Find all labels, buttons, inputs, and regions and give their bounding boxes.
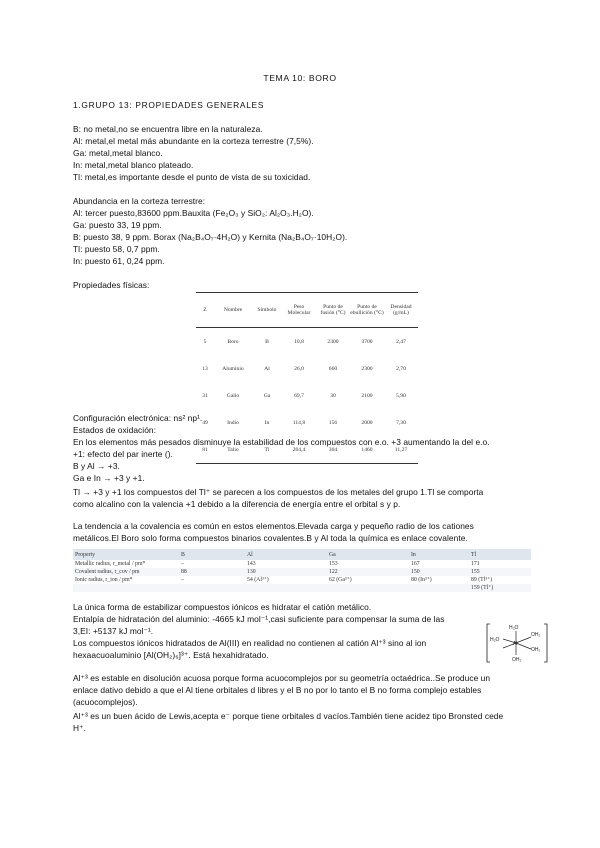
- covalency-line: metálicos.El Boro solo forma compuestos binarios covalentes.B y Al toda la química es enlace covalente.: [73, 533, 468, 543]
- ionic-line: 3,EI: +5137 kJ mol⁻¹.: [73, 626, 154, 636]
- table-header-row: [73, 549, 531, 560]
- table-cell: 159 (Tl⁺): [469, 584, 531, 592]
- table-row: [73, 560, 531, 568]
- abundance-line: Tl: puesto 58, 0,7 ppm.: [73, 244, 160, 254]
- header-cell: Símbolo: [252, 293, 282, 328]
- table-cell: 62 (Ga³⁺): [329, 577, 352, 583]
- table-cell: 153: [329, 561, 338, 567]
- table-cell: 10,8: [294, 338, 304, 345]
- ligand-label: OH₂: [531, 632, 541, 638]
- table-cell: 2100: [361, 392, 373, 399]
- ionic-line: La única forma de estabilizar compuestos iónicos es hidratar el catión metálico.: [73, 602, 372, 612]
- table-cell: [327, 584, 409, 592]
- config-line: +1: efecto del par inerte ().: [73, 449, 173, 459]
- table-cell: [179, 584, 245, 592]
- table-cell: Talio: [214, 436, 252, 464]
- table-cell: 80 (In³⁺): [411, 577, 432, 583]
- table-cell: 156: [328, 419, 338, 426]
- element-line-tl: Tl: metal,es importante desde el punto de vista de su toxicidad.: [73, 172, 311, 182]
- ionic-line: Entalpía de hidratación del aluminio: -4665 kJ mol⁻¹,casi suficiente para compensar la suma de las: [73, 614, 445, 624]
- table-cell: Covalent radius, r_cov / pm: [73, 568, 179, 576]
- header-cell: Z: [196, 293, 214, 328]
- final-line: H⁺.: [73, 723, 86, 733]
- table-cell: Aluminio: [222, 365, 244, 372]
- header-cell: Punto de ebullición (°C): [350, 293, 384, 328]
- table-cell: Al: [264, 365, 270, 372]
- config-line: Configuración electrónica: ns² np¹.: [73, 413, 203, 423]
- element-line-in: In: metal,metal blanco plateado.: [73, 160, 194, 170]
- header-cell: Ga: [327, 549, 409, 560]
- table-cell: 2,70: [396, 365, 406, 372]
- table-cell: [245, 584, 327, 592]
- properties-title: Propiedades físicas:: [73, 280, 150, 290]
- header-cell: Densidad (g/mL): [384, 293, 418, 328]
- config-line: como alcalino con la valencia +1 debido a la diferencia de energía entre el orbital s y p.: [73, 499, 401, 509]
- ligand-label: H₂O: [509, 625, 519, 631]
- table-header-row: [196, 293, 418, 328]
- header-cell: Al: [245, 549, 327, 560]
- config-line: En los elementos más pesados disminuye la estabilidad de los compuestos con e.o. +3 aumentando la del e.o.: [73, 437, 490, 447]
- table-cell: In: [264, 419, 270, 426]
- table-cell: 2300: [361, 365, 373, 372]
- table-cell: –: [181, 577, 184, 583]
- config-line: Estados de oxidación:: [73, 425, 156, 435]
- table-cell: 204,4: [282, 436, 316, 464]
- final-line: Al⁺³ es estable en disolución acuosa porque forma acuocomplejos por su geometría octaédrica..Se produce un: [73, 673, 491, 683]
- page-title: TEMA 10: BORO: [263, 73, 337, 83]
- table-cell: 660: [328, 365, 338, 372]
- table-cell: 88: [179, 568, 245, 576]
- table-cell: B: [265, 338, 269, 345]
- table-cell: 13: [202, 365, 208, 372]
- table-cell: Indio: [227, 419, 239, 426]
- table-cell: 54 (Al³⁺): [247, 577, 269, 583]
- table-row: [196, 382, 418, 409]
- abundance-line: B: puesto 38, 9 ppm. Borax (Na₂B₄O₇·4H₂O) y Kernita (Na₂B₄O₇·10H₂O).: [73, 232, 348, 242]
- table-cell: 49: [202, 419, 208, 426]
- header-cell: Nombre: [214, 293, 252, 328]
- final-line: enlace dativo debido a que el Al tiene orbitales d libres y el B no por lo tanto el B no forma complejo estables: [73, 685, 482, 695]
- radii-table: [73, 549, 531, 592]
- final-line: (acuocomplejos).: [73, 697, 138, 707]
- header-cell: Punto de fusión (°C): [316, 293, 350, 328]
- metal-label: Al: [513, 641, 518, 647]
- table-cell: 69,7: [294, 392, 304, 399]
- table-cell: 5: [203, 338, 207, 345]
- header-cell: Property: [73, 549, 179, 560]
- ionic-line: Los compuestos iónicos hidratados de Al(III) en realidad no contienen al catión Al⁺³ sino al ion: [73, 638, 427, 648]
- table-cell: Tl: [252, 436, 282, 464]
- table-cell: 26,0: [294, 365, 304, 372]
- section-heading: 1.GRUPO 13: PROPIEDADES GENERALES: [73, 100, 265, 110]
- header-cell: Peso Molecular: [282, 293, 316, 328]
- table-cell: 1460: [350, 436, 384, 464]
- table-row: [73, 568, 531, 576]
- table-row: [196, 409, 418, 436]
- abundance-line: Al: tercer puesto,83600 ppm.Bauxita (Fe₂O₃ y SiO₂: Al₂O₃.H₂O).: [73, 208, 314, 218]
- table-row: [196, 355, 418, 382]
- table-cell: 5,90: [396, 392, 406, 399]
- table-cell: 155: [469, 568, 531, 576]
- table-cell: Ionic radius, r_ion / pm*: [75, 577, 133, 583]
- config-line: Tl → +3 y +1 los compuestos del Tl⁺ se parecen a los compuestos de los metales del grupo 1.Tl se comporta: [73, 487, 484, 497]
- covalency-line: La tendencia a la covalencia es común en estos elementos.Elevada carga y pequeño radio de los cationes: [73, 521, 474, 531]
- table-cell: 167: [411, 561, 420, 567]
- table-row: [73, 576, 531, 584]
- abundance-line: In: puesto 61, 0,24 ppm.: [73, 256, 165, 266]
- table-cell: Galio: [226, 392, 240, 399]
- hexaaqua-complex-diagram: [485, 622, 551, 664]
- table-cell: 143: [247, 561, 256, 567]
- table-cell: 130: [245, 568, 327, 576]
- table-cell: 122: [327, 568, 409, 576]
- table-cell: 89 (Tl³⁺): [471, 577, 493, 583]
- element-line-ga: Ga: metal,metal blanco.: [73, 148, 163, 158]
- table-cell: Ga: [263, 392, 271, 399]
- table-row: [73, 584, 531, 592]
- final-line: Al⁺³ es un buen ácido de Lewis,acepta e⁻ porque tiene orbitales d vacíos.También tiene acidez tipo Bronsted cede: [73, 711, 504, 721]
- header-cell: In: [409, 549, 469, 560]
- header-cell: Tl: [469, 549, 531, 560]
- table-cell: 7,30: [396, 419, 406, 426]
- table-row: [196, 328, 418, 356]
- ligand-label: OH₂: [531, 647, 541, 653]
- table-cell: Metallic radius, r_metal / pm*: [75, 561, 146, 567]
- config-line: Ga e In → +3 y +1.: [73, 473, 145, 483]
- ligand-label: H₂O: [490, 637, 500, 643]
- ionic-line: hexaacuoaluminio [Al(OH₂)₆]³⁺. Está hexahidratado.: [73, 650, 269, 660]
- table-cell: 11,27: [384, 436, 418, 464]
- table-cell: 2000: [361, 419, 373, 426]
- table-cell: 31: [202, 392, 208, 399]
- element-line-al: Al: metal,el metal más abundante en la corteza terrestre (7,5%).: [73, 136, 314, 146]
- element-line-b: B: no metal,no se encuentra libre en la naturaleza.: [73, 124, 263, 134]
- table-cell: 171: [471, 561, 480, 567]
- abundance-title: Abundancia en la corteza terrestre:: [73, 196, 206, 206]
- table-cell: 30: [330, 392, 336, 399]
- table-cell: 2,47: [396, 338, 406, 345]
- ligand-label: OH₂: [512, 657, 522, 663]
- table-cell: 2300: [327, 338, 339, 345]
- table-cell: 304: [316, 436, 350, 464]
- header-cell: B: [179, 549, 245, 560]
- table-cell: 3700: [361, 338, 373, 345]
- table-cell: [409, 584, 469, 592]
- config-line: B y Al → +3.: [73, 461, 120, 471]
- abundance-line: Ga: puesto 33, 19 ppm.: [73, 220, 162, 230]
- table-cell: 114,8: [292, 419, 306, 426]
- table-cell: 81: [196, 436, 214, 464]
- table-cell: Boro: [227, 338, 239, 345]
- table-cell: –: [181, 561, 184, 567]
- table-cell: [73, 584, 179, 592]
- table-cell: 150: [409, 568, 469, 576]
